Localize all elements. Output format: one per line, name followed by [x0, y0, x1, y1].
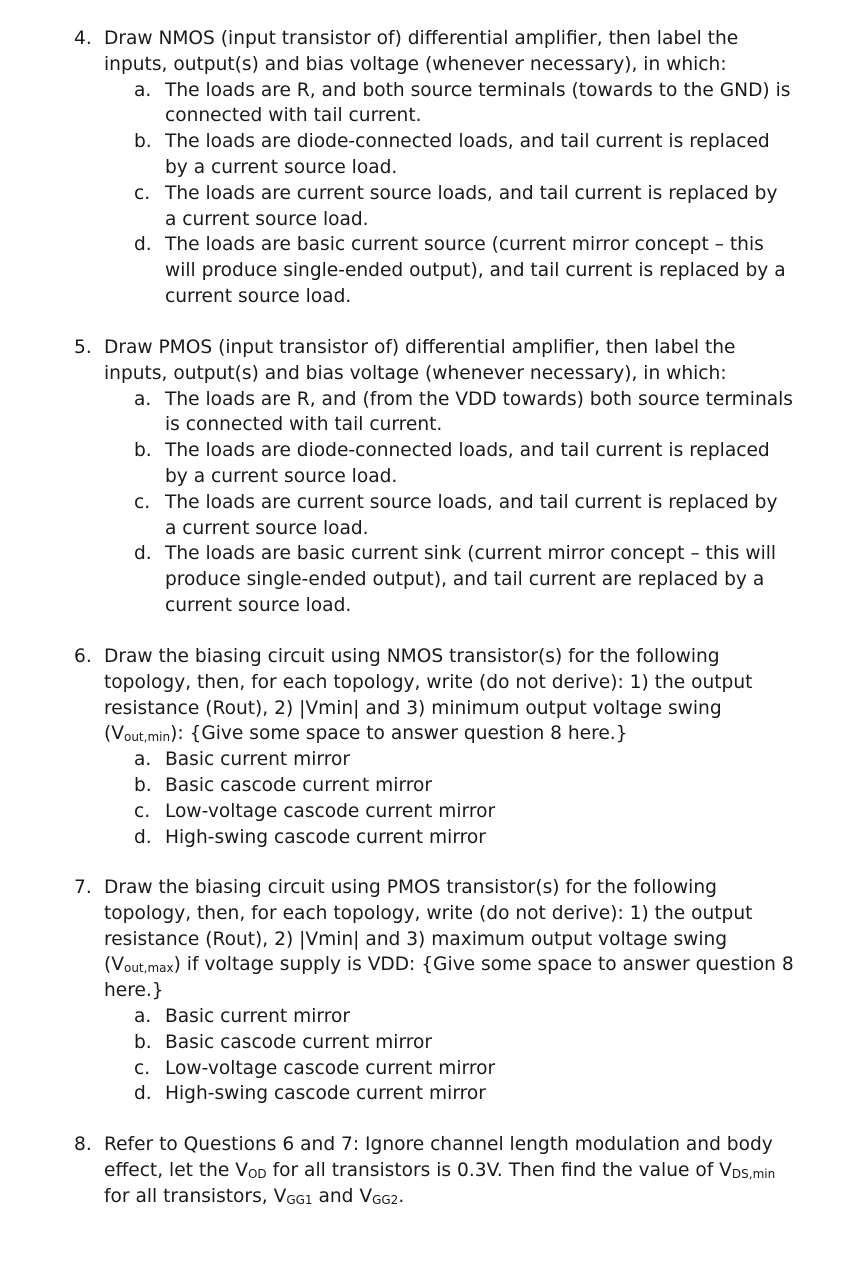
question-text-part: Draw the biasing circuit using NMOS transistor(s) for the following topology, then, for each topology, write (do not derive): 1) the output resistance (Rout), 2) |Vmin| and 3) minimum output voltage swing (V [104, 646, 753, 745]
option-text: The loads are diode-connected loads, and tail current is replaced by a current source load. [165, 131, 770, 178]
question-text-part: Refer to Questions 6 and 7: Ignore channel length modulation and body effect, let the V [104, 1134, 773, 1181]
option-list [74, 747, 794, 850]
option-item [134, 1004, 794, 1030]
question-text-part: for all transistors is 0.3V. Then find the value of V [266, 1159, 732, 1181]
option-item [134, 773, 794, 799]
option-item [134, 78, 794, 130]
option-text: Low-voltage cascode current mirror [165, 800, 496, 822]
option-item [134, 541, 794, 618]
subscript: out,min [123, 730, 171, 745]
option-text: The loads are current source loads, and tail current is replaced by a current source load. [165, 182, 778, 230]
option-item [134, 438, 794, 490]
question-number: 7. [74, 877, 92, 898]
option-item [134, 1081, 794, 1107]
option-text: The loads are current source loads, and tail current is replaced by a current source load. [165, 491, 778, 539]
option-text: Basic current mirror [165, 749, 350, 771]
subscript: GG1 [286, 1192, 313, 1207]
question-text-part: and V [312, 1185, 373, 1207]
option-text: The loads are basic current sink (current mirror concept – this will produce single-ended output), and tail current are replaced by a current source load. [165, 543, 777, 616]
subscript: out,max [123, 961, 174, 976]
option-text: Basic cascode current mirror [165, 1031, 433, 1053]
option-item [134, 181, 794, 233]
option-text: The loads are R, and both source terminals (towards to the GND) is connected with tail current. [165, 79, 791, 127]
option-item [134, 1056, 794, 1082]
option-item [134, 490, 794, 542]
question-text-part: ): {Give some space to answer question 8 here.} [170, 723, 628, 745]
subscript: GG2 [372, 1192, 399, 1207]
option-letter: c. [134, 182, 151, 204]
option-text: High-swing cascode current mirror [165, 826, 486, 848]
question-number: 5. [74, 337, 92, 358]
option-letter: a. [134, 388, 152, 410]
option-letter: a. [134, 749, 152, 771]
question-text-part: ) if voltage supply is VDD: {Give some space to answer question 8 here.} [104, 954, 794, 1002]
subscript: OD [247, 1166, 267, 1181]
option-item [134, 1030, 794, 1056]
subscript: DS,min [731, 1166, 776, 1181]
option-item [134, 387, 794, 439]
option-letter: d. [134, 234, 152, 256]
option-letter: d. [134, 543, 152, 565]
option-letter: b. [134, 1031, 152, 1053]
option-letter: c. [134, 800, 151, 822]
question-number: 4. [74, 28, 92, 49]
question-7 [74, 875, 794, 1107]
option-item [134, 799, 794, 825]
question-5 [74, 335, 794, 619]
question-text-part: Draw the biasing circuit using PMOS transistor(s) for the following topology, then, for each topology, write (do not derive): 1) the output resistance (Rout), 2) |Vmin| and 3) maximum output voltage swing (V [104, 877, 753, 976]
question-text [104, 875, 794, 1004]
option-text: Low-voltage cascode current mirror [165, 1057, 496, 1079]
question-text [104, 1132, 794, 1209]
option-text: High-swing cascode current mirror [165, 1083, 486, 1105]
question-8 [74, 1132, 794, 1209]
question-4 [74, 26, 794, 310]
option-text: The loads are diode-connected loads, and tail current is replaced by a current source load. [165, 440, 770, 487]
option-letter: b. [134, 440, 152, 462]
option-item [134, 232, 794, 309]
option-list [74, 78, 794, 310]
option-letter: b. [134, 774, 152, 796]
option-text: Basic current mirror [165, 1005, 350, 1027]
question-text [104, 644, 794, 747]
question-number: 8. [74, 1134, 92, 1155]
question-6 [74, 644, 794, 850]
option-letter: c. [134, 1057, 151, 1079]
option-item [134, 747, 794, 773]
option-text: Basic cascode current mirror [165, 774, 433, 796]
option-item [134, 825, 794, 851]
option-letter: d. [134, 826, 152, 848]
question-text: Draw NMOS (input transistor of) differential amplifier, then label the inputs, output(s) and bias voltage (whenever necessary), in which: [104, 28, 739, 75]
option-letter: b. [134, 131, 152, 153]
option-list [74, 387, 794, 619]
option-list [74, 1004, 794, 1107]
option-item [134, 129, 794, 181]
option-text: The loads are R, and (from the VDD towards) both source terminals is connected with tail current. [165, 388, 793, 436]
option-letter: d. [134, 1083, 152, 1105]
question-number: 6. [74, 646, 92, 667]
question-text-part: . [398, 1185, 405, 1207]
option-letter: a. [134, 79, 152, 101]
option-letter: c. [134, 491, 151, 513]
option-text: The loads are basic current source (current mirror concept – this will produce single-ended output), and tail current is replaced by a current source load. [165, 234, 786, 307]
question-text-part: for all transistors, V [104, 1185, 287, 1207]
option-letter: a. [134, 1005, 152, 1027]
question-text: Draw PMOS (input transistor of) differential amplifier, then label the inputs, output(s) and bias voltage (whenever necessary), in which: [104, 337, 736, 384]
